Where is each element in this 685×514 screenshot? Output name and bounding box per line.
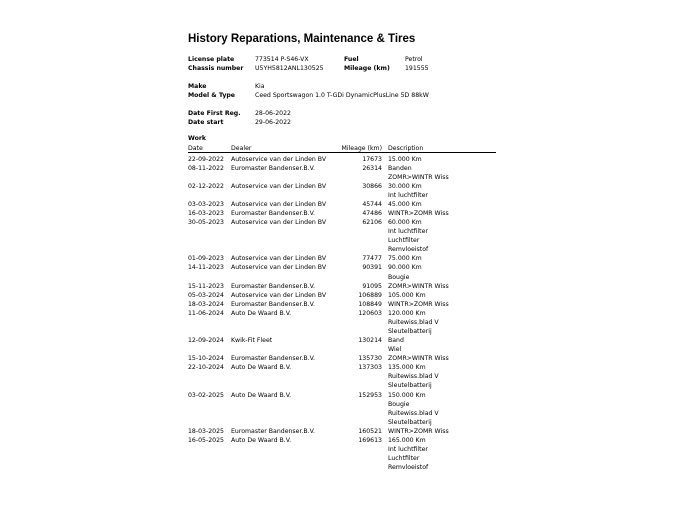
row-mileage: 17673: [362, 155, 382, 163]
row-description-line: ZOMR>WINTR Wiss: [388, 282, 449, 290]
row-dealer: Autoservice van der Linden BV: [231, 155, 327, 163]
model-label: Model & Type: [188, 92, 236, 99]
table-row: [0, 309, 685, 336]
table-row: [0, 156, 685, 165]
row-description-line: WINTR>ZOMR Wiss: [388, 300, 449, 308]
row-dealer: Auto De Waard B.V.: [231, 364, 292, 372]
row-mileage: 169613: [358, 436, 382, 444]
license-plate-value: 773514 P-S46-VX: [255, 56, 309, 63]
row-dealer: Euromaster Bandenser.B.V.: [231, 427, 316, 435]
row-dealer: Auto De Waard B.V.: [231, 391, 292, 399]
row-mileage: 135730: [358, 355, 382, 363]
row-description-line: ZOMR>WINTR Wiss: [388, 355, 449, 363]
row-dealer: Euromaster Bandenser.B.V.: [231, 355, 316, 363]
mileage-value: 191555: [405, 65, 429, 72]
row-description-line: Int luchtfilter: [388, 446, 428, 454]
table-row: [0, 301, 685, 310]
row-dealer: Euromaster Bandenser.B.V.: [231, 282, 316, 290]
row-dealer: Euromaster Bandenser.B.V.: [231, 164, 316, 172]
make-label: Make: [188, 83, 207, 90]
row-description-line: 60.000 Km: [388, 219, 422, 227]
make-value: Kia: [255, 83, 265, 90]
row-description-line: Wiel: [388, 346, 402, 354]
table-row: [0, 364, 685, 390]
row-date: 30-05-2023: [188, 219, 224, 227]
row-description-line: Banden: [388, 164, 412, 172]
column-header-description: Description: [388, 145, 424, 152]
row-mileage: 160521: [358, 427, 382, 435]
row-description-line: 165.000 Km: [388, 436, 426, 444]
row-date: 11-06-2024: [188, 309, 224, 317]
row-date: 03-02-2025: [188, 391, 224, 399]
row-mileage: 30866: [362, 182, 382, 190]
header-divider: [188, 152, 496, 153]
column-header-dealer: Dealer: [231, 145, 252, 152]
row-mileage: 152953: [358, 391, 382, 399]
table-row: [0, 337, 685, 354]
table-row: [0, 355, 685, 364]
table-row: [0, 255, 685, 264]
row-dealer: Autoservice van der Linden BV: [231, 255, 327, 263]
chassis-label: Chassis number: [188, 65, 244, 72]
row-date: 02-12-2022: [188, 182, 224, 190]
row-description-line: Ruitewiss.blad V: [388, 373, 439, 381]
row-dealer: Autoservice van der Linden BV: [231, 219, 327, 227]
row-description-line: Bougie: [388, 273, 410, 281]
row-mileage: 120603: [358, 309, 382, 317]
row-description-line: 150.000 Km: [388, 391, 426, 399]
row-description-line: 90.000 Km: [388, 264, 422, 272]
row-dealer: Euromaster Bandenser.B.V.: [231, 300, 316, 308]
row-description-line: 15.000 Km: [388, 155, 422, 163]
row-description-line: Sleutelbatterij: [388, 418, 432, 426]
first-reg-label: Date First Reg.: [188, 110, 241, 117]
row-description-line: 45.000 Km: [388, 200, 422, 208]
row-description-line: 120.000 Km: [388, 309, 426, 317]
row-dealer: Autoservice van der Linden BV: [231, 291, 327, 299]
page-title: History Reparations, Maintenance & Tires: [188, 33, 416, 45]
row-description-line: Band: [388, 337, 404, 345]
row-date: 22-09-2022: [188, 155, 224, 163]
row-mileage: 45744: [362, 200, 382, 208]
row-date: 08-11-2022: [188, 164, 224, 172]
table-row: [0, 210, 685, 219]
row-description-line: Remvloeistof: [388, 464, 429, 472]
row-date: 14-11-2023: [188, 264, 224, 272]
date-start-value: 29-06-2022: [255, 119, 291, 126]
row-mileage: 77477: [362, 255, 382, 263]
table-row: [0, 283, 685, 292]
row-description-line: 135.000 Km: [388, 364, 426, 372]
row-dealer: Kwik-Fit Fleet: [231, 337, 273, 345]
row-description-line: ZOMR>WINTR Wiss: [388, 173, 449, 181]
row-description-line: WINTR>ZOMR Wiss: [388, 209, 449, 217]
row-mileage: 91095: [362, 282, 382, 290]
row-description-line: Ruitewiss.blad V: [388, 409, 439, 417]
mileage-label: Mileage (km): [344, 65, 390, 72]
date-start-label: Date start: [188, 119, 224, 126]
table-row: [0, 201, 685, 210]
column-header-mileage: Mileage (km): [341, 145, 382, 152]
row-date: 16-05-2025: [188, 436, 224, 444]
row-date: 15-10-2024: [188, 355, 224, 363]
row-description-line: Luchtfilter: [388, 455, 420, 463]
table-row: [0, 391, 685, 426]
fuel-label: Fuel: [344, 56, 359, 63]
row-date: 01-09-2023: [188, 255, 224, 263]
row-description-line: Bougie: [388, 400, 410, 408]
row-mileage: 47486: [362, 209, 382, 217]
row-description-line: Sleutelbatterij: [388, 328, 432, 336]
row-description-line: Int luchtfilter: [388, 228, 428, 236]
row-date: 16-03-2023: [188, 209, 224, 217]
row-date: 03-03-2023: [188, 200, 224, 208]
row-description-line: 30.000 Km: [388, 182, 422, 190]
row-mileage: 130214: [358, 337, 382, 345]
table-row: [0, 292, 685, 301]
row-description-line: 105.000 Km: [388, 291, 426, 299]
column-header-date: Date: [188, 145, 203, 152]
row-date: 22-10-2024: [188, 364, 224, 372]
row-description-line: Int luchtfilter: [388, 191, 428, 199]
work-heading: Work: [188, 135, 207, 142]
chassis-value: U5YH5812ANL130525: [255, 65, 324, 72]
row-description-line: 75.000 Km: [388, 255, 422, 263]
row-mileage: 137303: [358, 364, 382, 372]
model-value: Ceed Sportswagon 1.0 T-GDi DynamicPlusLine 5D 88kW: [255, 92, 429, 99]
license-plate-label: License plate: [188, 56, 235, 63]
row-description-line: Ruitewiss.blad V: [388, 318, 439, 326]
row-dealer: Autoservice van der Linden BV: [231, 200, 327, 208]
row-mileage: 108849: [358, 300, 382, 308]
table-row: [0, 428, 685, 437]
row-mileage: 106889: [358, 291, 382, 299]
row-mileage: 90391: [362, 264, 382, 272]
row-dealer: Auto De Waard B.V.: [231, 436, 292, 444]
row-dealer: Autoservice van der Linden BV: [231, 182, 327, 190]
row-dealer: Euromaster Bandenser.B.V.: [231, 209, 316, 217]
row-description-line: Luchtfilter: [388, 237, 420, 245]
row-date: 18-03-2024: [188, 300, 224, 308]
row-mileage: 62106: [362, 219, 382, 227]
row-dealer: Autoservice van der Linden BV: [231, 264, 327, 272]
table-row: [0, 219, 685, 254]
row-dealer: Auto De Waard B.V.: [231, 309, 292, 317]
table-row: [0, 264, 685, 281]
fuel-value: Petrol: [405, 56, 423, 63]
row-date: 12-09-2024: [188, 337, 224, 345]
row-date: 15-11-2023: [188, 282, 224, 290]
table-row: [0, 164, 685, 181]
row-description-line: Sleutelbatterij: [388, 382, 432, 390]
table-row: [0, 182, 685, 199]
table-row: [0, 436, 685, 472]
row-mileage: 26314: [362, 164, 382, 172]
row-description-line: WINTR>ZOMR Wiss: [388, 427, 449, 435]
first-reg-value: 28-06-2022: [255, 110, 291, 117]
row-date: 18-03-2025: [188, 427, 224, 435]
row-description-line: Remvloeistof: [388, 246, 429, 254]
row-date: 05-03-2024: [188, 291, 224, 299]
